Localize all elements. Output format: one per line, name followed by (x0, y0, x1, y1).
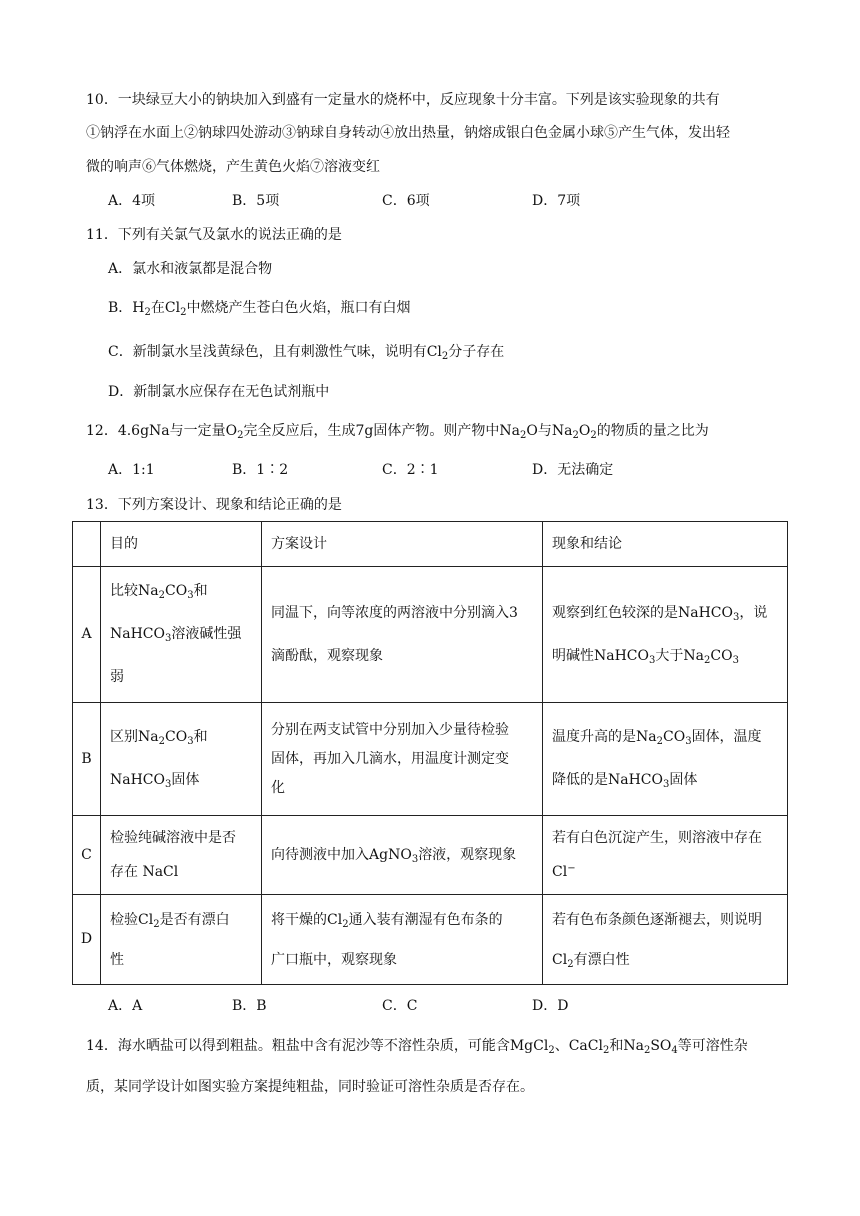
q13-option-d: D．D (532, 998, 569, 1014)
q12-text-4: 与 (537, 423, 552, 439)
q12-na2o-na: Na (499, 423, 520, 439)
table-row (73, 703, 788, 816)
q12-sub-1: 2 (237, 430, 244, 441)
q12-text-5: 的物质的量之比为 (596, 423, 709, 439)
header-purpose: 目的 (101, 522, 262, 567)
q11-stem: 11．下列有关氯气及氯水的说法正确的是 (86, 227, 342, 243)
q11-b-h: H (132, 300, 145, 316)
q11-c-text: C．新制氯水呈浅黄绿色，且有刺激性气味，说明有 (108, 344, 427, 360)
q12-option-c: C．2∶1 (382, 462, 439, 478)
q13-options (108, 996, 788, 1016)
q12-na2o2-o: O (578, 423, 591, 439)
q10-option-d: D．7项 (532, 193, 581, 209)
q14-stem-line-2: 质，某同学设计如图实验方案提纯粗盐，同时验证可溶性杂质是否存在。 (86, 1079, 534, 1095)
q14-stem-line-1: 14．海水晒盐可以得到粗盐。粗盐中含有泥沙等不溶性杂质，可能含MgCl$_2$、CaCl$_2$和$Na_2SO_4$等可溶性杂 (86, 1038, 748, 1056)
q12-option-d: D．无法确定 (532, 462, 614, 478)
row-d-purpose: 检验$Cl_2$是否有漂白 性 (101, 895, 262, 985)
q11-option-d: D．新制氯水应保存在无色试剂瓶中 (108, 384, 330, 400)
q10-option-b: B．5项 (232, 193, 280, 209)
q12-option-a: A．1:1 (108, 462, 155, 478)
q10-stem-line-1: 10．一块绿豆大小的钠块加入到盛有一定量水的烧杯中，反应现象十分丰富。下列是该实验现象的共有 (86, 92, 720, 108)
q10-stem-line-2: ①钠浮在水面上②钠球四处游动③钠球自身转动④放出热量，钠熔成银白色金属小球⑤产生气体，发出轻 (86, 125, 730, 141)
row-a-result: 观察到红色较深的是NaHCO$_3$，说 明碱性NaHCO$_3$大于$Na_2CO_3$ (543, 567, 788, 703)
q12-option-b: B．1∶2 (232, 462, 289, 478)
q12-sub-3: 2 (572, 430, 579, 441)
q12-options (108, 460, 788, 480)
q12-text-3: 固体产物。则产物中 (373, 423, 500, 439)
table-row (73, 816, 788, 895)
q10-stem-line-3: 微的响声⑥气体燃烧，产生黄色火焰⑦溶液变红 (86, 159, 380, 175)
q12-na2o-o: O (526, 423, 538, 439)
q11-option-b (108, 298, 410, 318)
q12-na2o2-na: Na (551, 423, 573, 439)
q12-number: 12． (86, 423, 118, 439)
row-label-b: B (73, 703, 101, 816)
row-b-purpose: 区别$Na_2CO_3$和 NaHCO$_3$固体 (101, 703, 262, 816)
q10-option-c: C．6项 (382, 193, 430, 209)
row-c-result: 若有白色沉淀产生，则溶液中存在 Cl− (543, 816, 788, 895)
header-design: 方案设计 (262, 522, 543, 567)
table-row (73, 895, 788, 985)
row-label-d: D (73, 895, 101, 985)
row-b-design: 分别在两支试管中分别加入少量待检验 固体，再加入几滴水，用温度计测定变 化 (262, 703, 543, 816)
row-d-design: 将干燥的$Cl_2$通入装有潮湿有色布条的 广口瓶中，观察现象 (262, 895, 543, 985)
q12-o: O (225, 423, 238, 439)
q13-option-a: A．A (108, 998, 143, 1014)
row-c-design: 向待测液中加入AgNO$_3$溶液，观察现象 (262, 816, 543, 895)
q11-c-cl: Cl (426, 344, 442, 360)
q11-b-sub1: 2 (144, 307, 151, 318)
q13-option-b: B．B (232, 998, 267, 1014)
table-header-row (73, 522, 788, 567)
q12-text-1: 与一定量 (169, 423, 226, 439)
q11-b-prefix: B． (108, 300, 133, 316)
q11-option-c (108, 342, 504, 362)
q10-option-a: A．4项 (108, 193, 156, 209)
row-a-design: 同温下，向等浓度的两溶液中分别滴入3 滴酚酞，观察现象 (262, 567, 543, 703)
q11-option-a: A．氯水和液氯都是混合物 (108, 261, 273, 277)
row-label-a: A (73, 567, 101, 703)
header-label-cell (73, 522, 101, 567)
q13-option-c: C．C (382, 998, 418, 1014)
q12-sub-2: 2 (520, 430, 527, 441)
row-b-result: 温度升高的是$Na_2CO_3$固体，温度 降低的是NaHCO$_3$固体 (543, 703, 788, 816)
header-result: 现象和结论 (543, 522, 788, 567)
q13-stem: 13．下列方案设计、现象和结论正确的是 (86, 497, 342, 513)
q11-b-rest: 中燃烧产生苍白色火焰，瓶口有白烟 (186, 300, 411, 316)
q12-mass-na: 4.6gNa (117, 423, 170, 439)
q12-mass-product: 7g (355, 423, 374, 439)
row-c-purpose: 检验纯碱溶液中是否 存在 NaCl (101, 816, 262, 895)
row-label-c: C (73, 816, 101, 895)
q12-text-2: 完全反应后，生成 (243, 423, 356, 439)
q12-sub-4: 2 (590, 430, 597, 441)
q10-options (108, 191, 788, 211)
table-row (73, 567, 788, 703)
q11-b-in: 在 (150, 300, 165, 316)
q11-b-sub2: 2 (180, 307, 187, 318)
q13-table (72, 521, 788, 985)
q12-stem (86, 421, 709, 441)
q11-c-rest: 分子存在 (448, 344, 505, 360)
q11-b-cl: Cl (164, 300, 181, 316)
row-a-purpose: 比较$Na_2CO_3$和 NaHCO$_3$溶液碱性强 弱 (101, 567, 262, 703)
row-d-result: 若有色布条颜色逐渐褪去，则说明 $Cl_2$有漂白性 (543, 895, 788, 985)
q11-c-sub: 2 (441, 351, 449, 362)
